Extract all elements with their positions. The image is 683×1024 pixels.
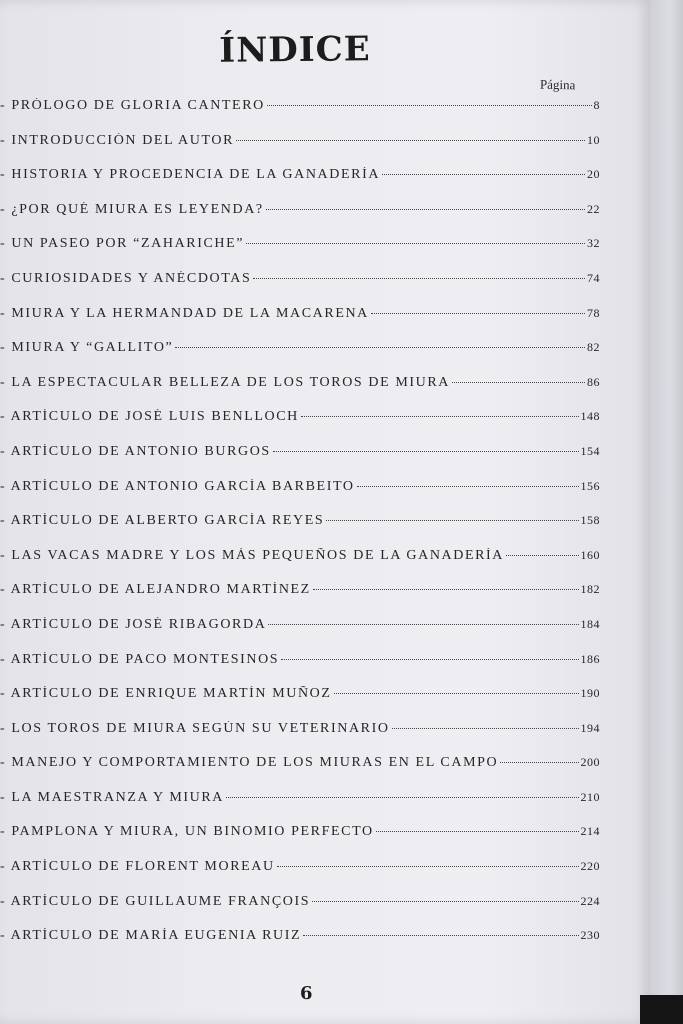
- toc-entry-title: - ARTÍCULO DE MARÍA EUGENIA RUIZ: [0, 928, 302, 944]
- toc-entry-title: - ¿POR QUÉ MIURA ES LEYENDA?: [0, 201, 264, 217]
- toc-entry-title: - LA MAESTRANZA Y MIURA: [0, 789, 224, 805]
- toc-entry-page: 220: [580, 859, 600, 874]
- folio-number: 6: [300, 983, 313, 1004]
- toc-leader-dots: [392, 728, 579, 729]
- toc-entry: [0, 167, 600, 202]
- toc-entry-title: - HISTORIA Y PROCEDENCIA DE LA GANADERÍA: [0, 167, 381, 183]
- toc-entry-title: - ARTÍCULO DE JOSÉ RIBAGORDA: [0, 616, 267, 632]
- toc-entry-title: - CURIOSIDADES Y ANÉCDOTAS: [0, 270, 252, 286]
- toc-leader-dots: [313, 589, 579, 590]
- toc-entry-page: 186: [580, 651, 600, 666]
- toc-entry-title: - MANEJO Y COMPORTAMIENTO DE LOS MIURAS EN EL CAMPO: [0, 755, 499, 771]
- toc-entry-title: - LOS TOROS DE MIURA SEGÚN SU VETERINARIO: [0, 720, 390, 736]
- toc-entry-title: - INTRODUCCIÓN DEL AUTOR: [0, 132, 235, 148]
- toc-entry: [0, 306, 600, 341]
- toc-entry-page: 22: [587, 201, 600, 216]
- toc-leader-dots: [236, 140, 585, 141]
- toc-entry-page: 86: [587, 374, 600, 389]
- toc-entry: [0, 271, 600, 306]
- toc-leader-dots: [334, 693, 579, 694]
- toc-leader-dots: [266, 209, 585, 210]
- toc-leader-dots: [326, 520, 578, 521]
- toc-entry: [0, 479, 600, 514]
- toc-entry-page: 158: [580, 513, 600, 528]
- toc-entry-page: 74: [587, 270, 600, 285]
- toc-entry-page: 182: [580, 582, 600, 597]
- toc-entry: [0, 444, 600, 479]
- toc-entry-page: 10: [587, 132, 600, 147]
- background-shadow: [640, 995, 683, 1024]
- toc-entry: [0, 202, 600, 237]
- toc-leader-dots: [273, 451, 579, 452]
- toc-leader-dots: [175, 347, 585, 348]
- toc-entry-title: - LAS VACAS MADRE Y LOS MÁS PEQUEÑOS DE LA GANADERÍA: [0, 547, 505, 563]
- toc-entry: [0, 755, 600, 790]
- toc-entry: [0, 859, 600, 894]
- toc-leader-dots: [281, 659, 578, 660]
- toc-entry-title: - MIURA Y “GALLITO”: [0, 340, 174, 356]
- toc-entry-title: - MIURA Y LA HERMANDAD DE LA MACARENA: [0, 305, 369, 321]
- toc-entry: [0, 98, 600, 133]
- toc-entry-title: - ARTÍCULO DE FLORENT MOREAU: [0, 859, 275, 875]
- toc-leader-dots: [357, 486, 579, 487]
- toc-entry-title: - PAMPLONA Y MIURA, UN BINOMIO PERFECTO: [0, 824, 374, 840]
- toc-entry-title: - ARTÍCULO DE PACO MONTESINOS: [0, 651, 280, 667]
- toc-leader-dots: [277, 866, 579, 867]
- toc-leader-dots: [382, 174, 585, 175]
- toc-leader-dots: [267, 105, 592, 106]
- toc-entry: [0, 548, 600, 583]
- toc-leader-dots: [246, 243, 585, 244]
- toc-entry-page: 210: [580, 789, 600, 804]
- toc-leader-dots: [500, 762, 578, 763]
- toc-entry-page: 78: [587, 305, 600, 320]
- toc-entry-title: - LA ESPECTACULAR BELLEZA DE LOS TOROS DE MIURA: [0, 374, 451, 390]
- toc-leader-dots: [253, 278, 585, 279]
- toc-entry-title: - UN PASEO POR “ZAHARICHE”: [0, 236, 245, 252]
- toc-entry-page: 20: [587, 167, 600, 182]
- facing-page-edge: [650, 0, 683, 1000]
- toc-entry: [0, 375, 600, 410]
- toc-entry-title: - ARTÍCULO DE JOSÉ LUIS BENLLOCH: [0, 409, 299, 425]
- toc-entry-page: 148: [580, 409, 600, 424]
- toc-entry-page: 160: [580, 547, 600, 562]
- toc-leader-dots: [371, 313, 585, 314]
- toc-entry-title: - ARTÍCULO DE ALEJANDRO MARTÍNEZ: [0, 582, 311, 598]
- toc-entry-page: 224: [580, 893, 600, 908]
- toc-entry-page: 200: [580, 755, 600, 770]
- toc-leader-dots: [312, 901, 578, 902]
- toc-leader-dots: [268, 624, 578, 625]
- toc-entry-page: 190: [580, 686, 600, 701]
- toc-entry-page: 194: [580, 720, 600, 735]
- toc-entry-page: 82: [587, 340, 600, 355]
- toc-entry-title: - PRÓLOGO DE GLORIA CANTERO: [0, 98, 265, 113]
- toc-leader-dots: [376, 831, 579, 832]
- toc-entry-page: 230: [580, 928, 600, 943]
- table-of-contents: [0, 98, 600, 963]
- toc-entry: [0, 236, 600, 271]
- toc-entry: [0, 721, 600, 756]
- toc-entry-title: - ARTÍCULO DE GUILLAUME FRANÇOIS: [0, 893, 311, 909]
- toc-entry-title: - ARTÍCULO DE ALBERTO GARCÍA REYES: [0, 513, 325, 529]
- toc-entry-page: 156: [580, 478, 600, 493]
- toc-entry-page: 154: [580, 443, 600, 458]
- toc-leader-dots: [452, 382, 585, 383]
- toc-entry: [0, 617, 600, 652]
- toc-entry: [0, 824, 600, 859]
- toc-leader-dots: [506, 555, 578, 556]
- toc-leader-dots: [301, 416, 579, 417]
- toc-entry: [0, 582, 600, 617]
- toc-entry-page: 32: [587, 236, 600, 251]
- toc-entry: [0, 340, 600, 375]
- toc-entry-page: 8: [593, 98, 600, 112]
- toc-entry: [0, 686, 600, 721]
- index-heading: ÍNDICE: [219, 29, 371, 71]
- toc-entry: [0, 928, 600, 963]
- toc-entry: [0, 894, 600, 929]
- toc-entry-page: 184: [580, 616, 600, 631]
- toc-leader-dots: [303, 935, 578, 936]
- toc-entry-title: - ARTÍCULO DE ANTONIO GARCÍA BARBEITO: [0, 478, 355, 494]
- toc-entry: [0, 790, 600, 825]
- toc-leader-dots: [226, 797, 579, 798]
- toc-entry: [0, 513, 600, 548]
- toc-entry: [0, 652, 600, 687]
- toc-entry: [0, 409, 600, 444]
- toc-entry-page: 214: [580, 824, 600, 839]
- toc-entry: [0, 133, 600, 168]
- toc-entry-title: - ARTÍCULO DE ANTONIO BURGOS: [0, 443, 271, 459]
- toc-entry-title: - ARTÍCULO DE ENRIQUE MARTÍN MUÑOZ: [0, 686, 332, 702]
- page-column-label: Página: [539, 76, 576, 93]
